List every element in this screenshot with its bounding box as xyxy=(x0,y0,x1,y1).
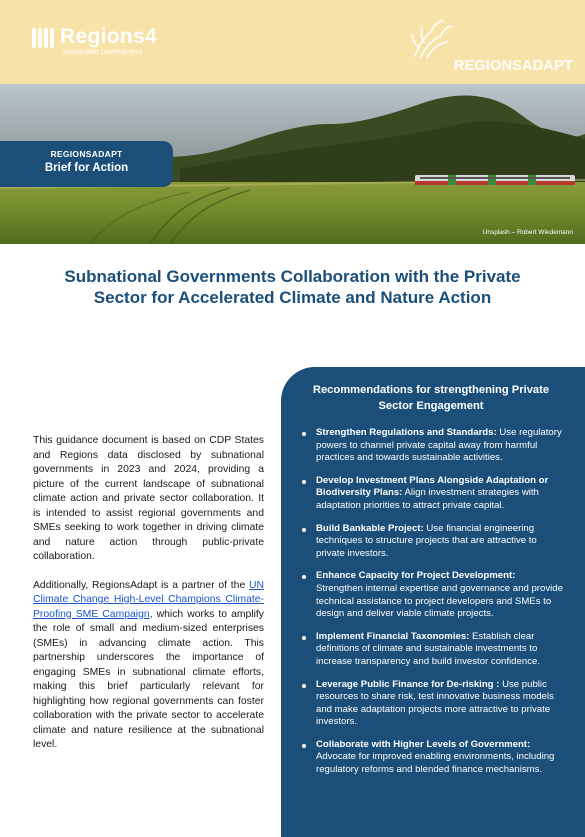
intro-p2-after: , which works to amplify the role of small and medium-sized enterprises (SMEs) in advancing climate action. This partnership underscores the importance of engaging SMEs in subnational climate efforts, making this brief particularly relevant for highlighting how regional governments can foster collaboration with the private sector to accelerate climate and nature resilience at the subnational level. xyxy=(33,608,264,750)
recommendation-title: Collaborate with Higher Levels of Government: xyxy=(316,738,531,750)
regions4-logo[interactable] xyxy=(32,26,157,56)
header-band xyxy=(0,0,585,84)
recommendations-list xyxy=(299,427,563,777)
recommendation-item xyxy=(299,427,563,465)
recommendation-text: Use financial engineering techniques to structure projects that are attractive to private investors. xyxy=(316,522,537,559)
intro-p2-before: Additionally, RegionsAdapt is a partner of the xyxy=(33,579,249,591)
regionsadapt-logo[interactable] xyxy=(405,18,575,80)
intro-text xyxy=(33,434,264,753)
brief-tab-label: Brief for Action xyxy=(44,162,129,174)
recommendation-text: Establish clear definitions of climate and sustainable investments to increase transparency and build investor confidence. xyxy=(316,630,540,667)
recommendation-text: Use regulatory powers to channel private capital away from harmful practices and towards sustainable activities. xyxy=(316,427,562,464)
recommendation-text: Strengthen internal expertise and governance and provide technical assistance to project developers and SMEs to design and deliver viable climate projects. xyxy=(316,582,563,620)
intro-paragraph-1: This guidance document is based on CDP States and Regions data disclosed by subnational governments in 2023 and 2024, providing a picture of the current landscape of subnational climate action and private sector collaboration. It is intended to assist regional governments and SMEs seeking to work together in driving climate and nature action through public-private collaboration. xyxy=(33,435,264,562)
page-title: Subnational Governments Collaboration with the Private Sector for Accelerated Climate and Nature Action xyxy=(64,267,521,307)
recommendation-text: Advocate for improved enabling environments, including regulatory reforms and blended finance mechanisms. xyxy=(316,751,555,776)
regions4-mark-icon xyxy=(32,28,54,48)
recommendation-item xyxy=(299,475,563,513)
sme-campaign-link[interactable]: UN Climate Change High-Level Champions Climate-Proofing SME Campaign xyxy=(33,579,264,620)
regionsadapt-logo-name: REGIONSADAPT xyxy=(453,58,573,74)
brief-tab xyxy=(0,141,173,187)
intro-paragraph-2 xyxy=(33,579,264,753)
recommendation-title: Build Bankable Project: xyxy=(316,522,424,534)
recommendation-item xyxy=(299,570,563,620)
recommendation-title: Enhance Capacity for Project Development: xyxy=(316,570,516,582)
recommendation-title: Develop Investment Plans Alongside Adaptation or Biodiversity Plans: xyxy=(316,474,549,499)
leaf-emblem-icon xyxy=(405,18,455,60)
recommendation-title: Strengthen Regulations and Standards: xyxy=(316,427,497,438)
recommendations-panel xyxy=(281,367,585,837)
recommendation-item xyxy=(299,679,563,729)
photo-credit: Unsplash – Robert Wiedemann xyxy=(482,229,573,236)
recommendation-text: Use public resources to share risk, test innovative business models and make adaptation projects more attractive to private investors. xyxy=(316,678,554,728)
brief-tab-series: REGIONSADAPT xyxy=(50,149,123,159)
recommendation-item xyxy=(299,631,563,669)
regions4-logo-name: Regions4 xyxy=(60,25,157,48)
recommendation-item xyxy=(299,739,563,777)
recommendation-title: Implement Financial Taxonomies: xyxy=(316,630,470,642)
regions4-logo-tagline: Sustainable Development xyxy=(62,49,142,56)
recommendations-heading: Recommendations for strengthening Private Sector Engagement xyxy=(312,384,550,412)
recommendation-title: Leverage Public Finance for De-risking : xyxy=(316,678,500,690)
recommendation-item xyxy=(299,523,563,561)
recommendation-text: Align investment strategies with adaptation priorities to attract private capital. xyxy=(316,487,539,511)
